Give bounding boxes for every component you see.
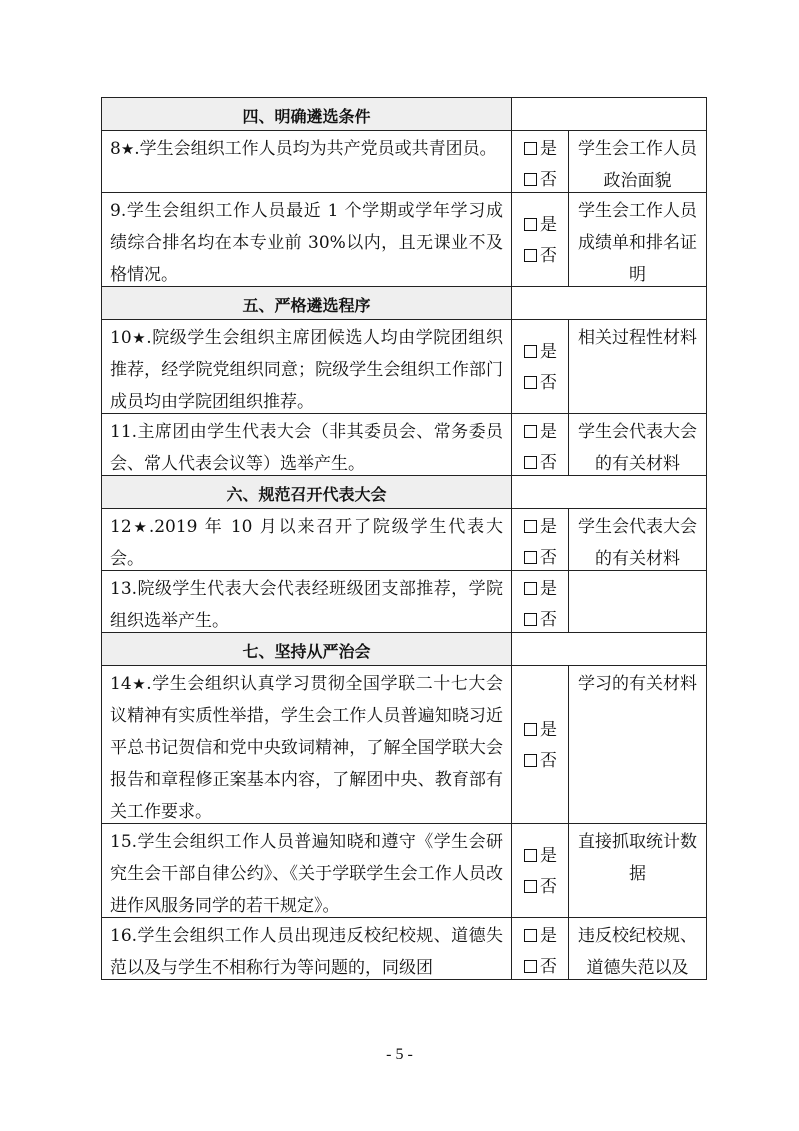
key-item-star-icon: ★ [131,329,147,347]
supporting-material: 直接抓取统计数据 [569,824,707,918]
item-description [102,824,512,918]
item-description [102,666,512,824]
section-header-blank [512,287,707,320]
checklist-item [102,414,707,476]
item-number: 9 [110,201,121,221]
option-no-label: 否 [540,452,557,473]
checkbox-square-icon[interactable] [524,723,537,736]
item-text: .学生会组织工作人员均为共产党员或共青团员。 [134,139,497,159]
item-options [512,824,569,918]
option-yes-label: 是 [540,214,557,235]
item-number: 10 [110,328,132,348]
item-number: 11 [110,422,132,442]
option-yes-label: 是 [540,421,557,442]
item-number: 12 [110,517,132,537]
checkbox-square-icon[interactable] [524,613,537,626]
item-options [512,414,569,476]
option-yes-label: 是 [540,516,557,537]
option-no-checkbox[interactable] [524,871,568,902]
checkbox-square-icon[interactable] [524,929,537,942]
section-header-blank [512,98,707,131]
item-text: .院级学生会组织主席团候选人均由学院团组织推荐，经学院党组织同意；院级学生会组织工作部门成员均由学院团组织推荐。 [110,328,504,412]
option-no-label: 否 [540,876,557,897]
checklist-item [102,509,707,571]
checkbox-square-icon[interactable] [524,551,537,564]
checklist-item [102,320,707,414]
checkbox-square-icon[interactable] [524,345,537,358]
item-text: .主席团由学生代表大会（非其委员会、常务委员会、常人代表会议等）选举产生。 [110,422,503,474]
item-number: 15 [110,832,132,852]
checkbox-square-icon[interactable] [524,142,537,155]
key-item-star-icon: ★ [131,675,147,693]
option-no-checkbox[interactable] [524,951,568,982]
section-title: 五、严格遴选程序 [102,287,512,320]
item-options [512,131,569,193]
option-yes-label: 是 [540,341,557,362]
checkbox-square-icon[interactable] [524,425,537,438]
item-text: .2019 年 10 月以来召开了院级学生代表大会。 [110,517,504,569]
option-no-label: 否 [540,750,557,771]
option-yes-checkbox[interactable] [524,840,568,871]
checkbox-square-icon[interactable] [524,218,537,231]
supporting-material: 学生会工作人员政治面貌 [569,131,707,193]
supporting-material: 学生会代表大会的有关材料 [569,414,707,476]
option-no-checkbox[interactable] [524,542,568,573]
section-title: 六、规范召开代表大会 [102,476,512,509]
checkbox-square-icon[interactable] [524,582,537,595]
item-number: 14 [110,674,132,694]
checklist-item [102,918,707,980]
item-options [512,320,569,414]
section-header [102,98,707,131]
checklist-item [102,193,707,287]
section-title: 四、明确遴选条件 [102,98,512,131]
item-number: 16 [110,926,132,946]
supporting-material: 学生会工作人员成绩单和排名证明 [569,193,707,287]
option-yes-checkbox[interactable] [524,920,568,951]
option-yes-checkbox[interactable] [524,336,568,367]
option-yes-label: 是 [540,719,557,740]
checkbox-square-icon[interactable] [524,880,537,893]
item-text: .院级学生代表大会代表经班级团支部推荐，学院组织选举产生。 [110,579,503,631]
checkbox-square-icon[interactable] [524,754,537,767]
option-yes-label: 是 [540,925,557,946]
checkbox-square-icon[interactable] [524,520,537,533]
item-options [512,918,569,980]
item-description [102,918,512,980]
item-text: .学生会组织工作人员最近 1 个学期或学年学习成绩综合排名均在本专业前 30%以内，且无课业不及格情况。 [110,201,503,285]
option-no-label: 否 [540,609,557,630]
option-yes-checkbox[interactable] [524,714,568,745]
checkbox-square-icon[interactable] [524,376,537,389]
option-no-checkbox[interactable] [524,164,568,195]
checklist-table [101,97,707,980]
option-no-checkbox[interactable] [524,367,568,398]
item-description [102,193,512,287]
option-yes-checkbox[interactable] [524,209,568,240]
item-text: .学生会组织认真学习贯彻全国学联二十七大会议精神有实质性举措，学生会工作人员普遍知晓习近平总书记贺信和党中央致词精神，了解全国学联大会报告和章程修正案基本内容，了解团中央、教育部有关工作要求。 [110,674,504,822]
supporting-material: 相关过程性材料 [569,320,707,414]
item-description [102,414,512,476]
item-description [102,131,512,193]
item-description [102,571,512,633]
item-number: 13 [110,579,132,599]
section-title: 七、坚持从严治会 [102,633,512,666]
checklist-item [102,131,707,193]
option-no-label: 否 [540,245,557,266]
checkbox-square-icon[interactable] [524,456,537,469]
checkbox-square-icon[interactable] [524,960,537,973]
option-no-label: 否 [540,547,557,568]
key-item-star-icon: ★ [120,140,135,158]
option-no-checkbox[interactable] [524,240,568,271]
option-yes-checkbox[interactable] [524,511,568,542]
page-number: - 5 - [386,1046,413,1063]
item-text: .学生会组织工作人员出现违反校纪校规、道德失范以及与学生不相称行为等问题的，同级团 [110,926,503,978]
option-no-label: 否 [540,372,557,393]
supporting-material: 违反校纪校规、道德失范以及 [569,918,707,980]
option-yes-checkbox[interactable] [524,416,568,447]
checklist-item [102,666,707,824]
supporting-material [569,571,707,633]
section-header-blank [512,476,707,509]
item-number: 8 [110,139,121,159]
option-no-label: 否 [540,169,557,190]
checkbox-square-icon[interactable] [524,249,537,262]
option-yes-label: 是 [540,845,557,866]
section-header [102,287,707,320]
item-options [512,509,569,571]
checkbox-square-icon[interactable] [524,849,537,862]
option-yes-checkbox[interactable] [524,133,568,164]
checklist-item [102,571,707,633]
option-yes-checkbox[interactable] [524,573,568,604]
option-yes-label: 是 [540,578,557,599]
supporting-material: 学生会代表大会的有关材料 [569,509,707,571]
option-yes-label: 是 [540,138,557,159]
checklist-item [102,824,707,918]
option-no-checkbox[interactable] [524,604,568,635]
item-options [512,571,569,633]
item-options [512,666,569,824]
checkbox-square-icon[interactable] [524,173,537,186]
item-description [102,509,512,571]
section-header-blank [512,633,707,666]
supporting-material: 学习的有关材料 [569,666,707,824]
item-options [512,193,569,287]
option-no-label: 否 [540,956,557,977]
item-text: .学生会组织工作人员普遍知晓和遵守《学生会研究生会干部自律公约》、《关于学联学生会工作人员改进作风服务同学的若干规定》。 [110,832,503,916]
section-header [102,633,707,666]
key-item-star-icon: ★ [131,518,149,536]
item-description [102,320,512,414]
section-header [102,476,707,509]
option-no-checkbox[interactable] [524,745,568,776]
option-no-checkbox[interactable] [524,447,568,478]
